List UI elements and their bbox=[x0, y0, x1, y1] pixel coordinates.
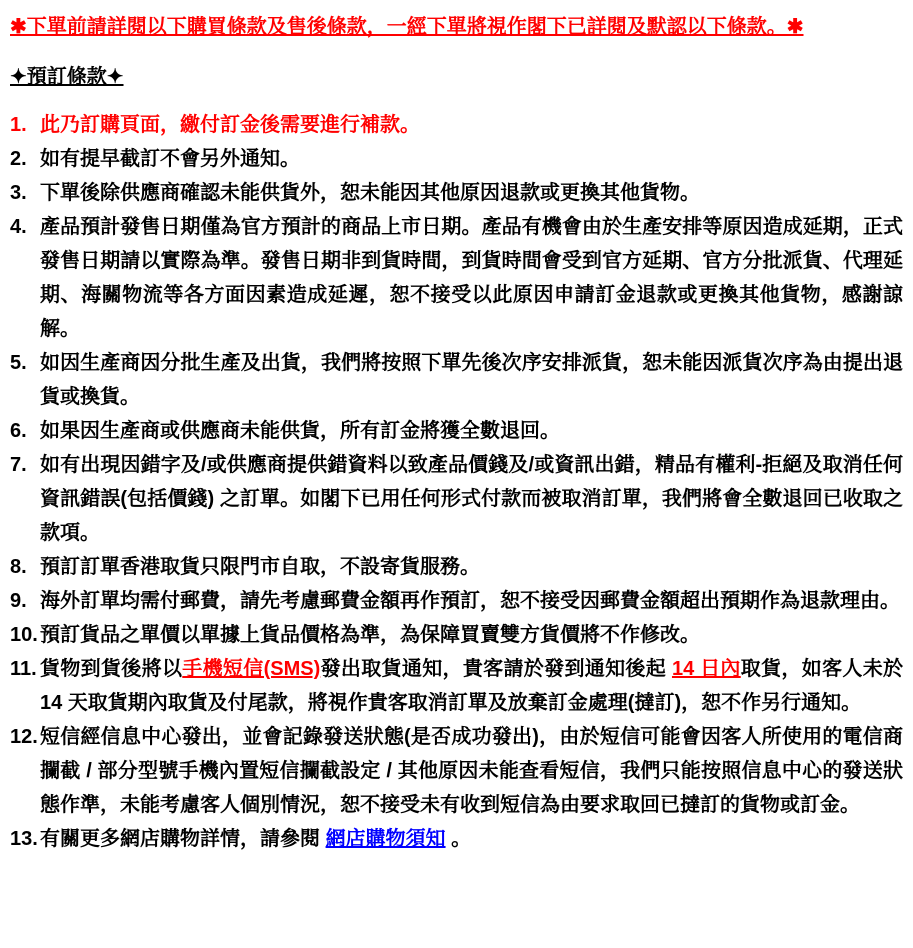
shop-guide-link[interactable]: 網店購物須知 bbox=[325, 828, 446, 850]
term-number: 13. bbox=[10, 828, 38, 850]
term-number: 5. bbox=[10, 352, 27, 374]
term-number: 3. bbox=[10, 182, 27, 204]
term-item-2 bbox=[10, 142, 903, 176]
term-number: 8. bbox=[10, 556, 27, 578]
term-item-3 bbox=[10, 176, 903, 210]
term-number: 11. bbox=[10, 658, 37, 680]
term-item-1 bbox=[10, 108, 903, 142]
term-text: 有關更多網店購物詳情，請參閱 網店購物須知 。 bbox=[40, 828, 472, 850]
term-item-6 bbox=[10, 414, 903, 448]
term-number: 6. bbox=[10, 420, 27, 442]
term-text: 產品預計發售日期僅為官方預計的商品上市日期。產品有機會由於生產安排等原因造成延期，正式發售日期請以實際為準。發售日期非到貨時間，到貨時間會受到官方延期、官方分批派貨、代理延期、海關物流等各方面因素造成延遲，恕不接受以此原因申請訂金退款或更換其他貨物，感謝諒解。 bbox=[40, 216, 903, 340]
term-item-8 bbox=[10, 550, 903, 584]
term-text: 海外訂單均需付郵費，請先考慮郵費金額再作預訂，恕不接受因郵費金額超出預期作為退款理由。 bbox=[40, 590, 900, 612]
term-number: 7. bbox=[10, 454, 27, 476]
term-item-9 bbox=[10, 584, 903, 618]
term-number: 1. bbox=[10, 114, 27, 136]
term-text: 如因生產商因分批生產及出貨，我們將按照下單先後次序安排派貨，恕未能因派貨次序為由提出退貨或換貨。 bbox=[40, 352, 903, 408]
term-item-13 bbox=[10, 822, 903, 856]
term-number: 9. bbox=[10, 590, 27, 612]
term-text: 如果因生產商或供應商未能供貨，所有訂金將獲全數退回。 bbox=[40, 420, 560, 442]
term-item-7 bbox=[10, 448, 903, 550]
purchase-notice-banner: ✱下單前請詳閱以下購買條款及售後條款，一經下單將視作閣下已詳閱及默認以下條款。✱ bbox=[10, 16, 804, 38]
term-item-5 bbox=[10, 346, 903, 414]
term-item-12 bbox=[10, 720, 903, 822]
term-text: 此乃訂購頁面，繳付訂金後需要進行補款。 bbox=[40, 114, 420, 136]
term-text: 如有提早截訂不會另外通知。 bbox=[40, 148, 300, 170]
term-item-10 bbox=[10, 618, 903, 652]
term-number: 4. bbox=[10, 216, 27, 238]
emphasized-text: 手機短信(SMS) bbox=[182, 658, 321, 680]
term-text: 下單後除供應商確認未能供貨外，恕未能因其他原因退款或更換其他貨物。 bbox=[40, 182, 700, 204]
term-text: 預訂訂單香港取貨只限門市自取，不設寄貨服務。 bbox=[40, 556, 480, 578]
term-item-4 bbox=[10, 210, 903, 346]
term-text: 預訂貨品之單價以單據上貨品價格為準，為保障買賣雙方貨價將不作修改。 bbox=[40, 624, 700, 646]
term-number: 2. bbox=[10, 148, 27, 170]
term-item-11 bbox=[10, 652, 903, 720]
section-title-row bbox=[10, 60, 903, 94]
section-title-preorder-terms: ✦預訂條款✦ bbox=[10, 66, 124, 88]
term-text: 短信經信息中心發出，並會記錄發送狀態(是否成功發出)，由於短信可能會因客人所使用的電信商攔截 / 部分型號手機內置短信攔截設定 / 其他原因未能查看短信，我們只能按照信息中心的發送狀態作準，未能考慮客人個別情況，恕不接受未有收到短信為由要求取回已撻訂的貨物或訂金。 bbox=[40, 726, 903, 816]
term-text: 如有出現因錯字及/或供應商提供錯資料以致產品價錢及/或資訊出錯，精品有權利-拒絕及取消任何資訊錯誤(包括價錢) 之訂單。如閣下已用任何形式付款而被取消訂單，我們將會全數退回已收取之款項。 bbox=[40, 454, 903, 544]
term-number: 10. bbox=[10, 624, 38, 646]
terms-list bbox=[10, 108, 903, 856]
emphasized-text: 14 日內 bbox=[671, 658, 741, 680]
term-number: 12. bbox=[10, 726, 38, 748]
term-text: 貨物到貨後將以手機短信(SMS)發出取貨通知，貴客請於發到通知後起 14 日內取貨，如客人未於 14 天取貨期內取貨及付尾款，將視作貴客取消訂單及放棄訂金處理(撻訂)，恕不作另行通知。 bbox=[40, 658, 904, 714]
